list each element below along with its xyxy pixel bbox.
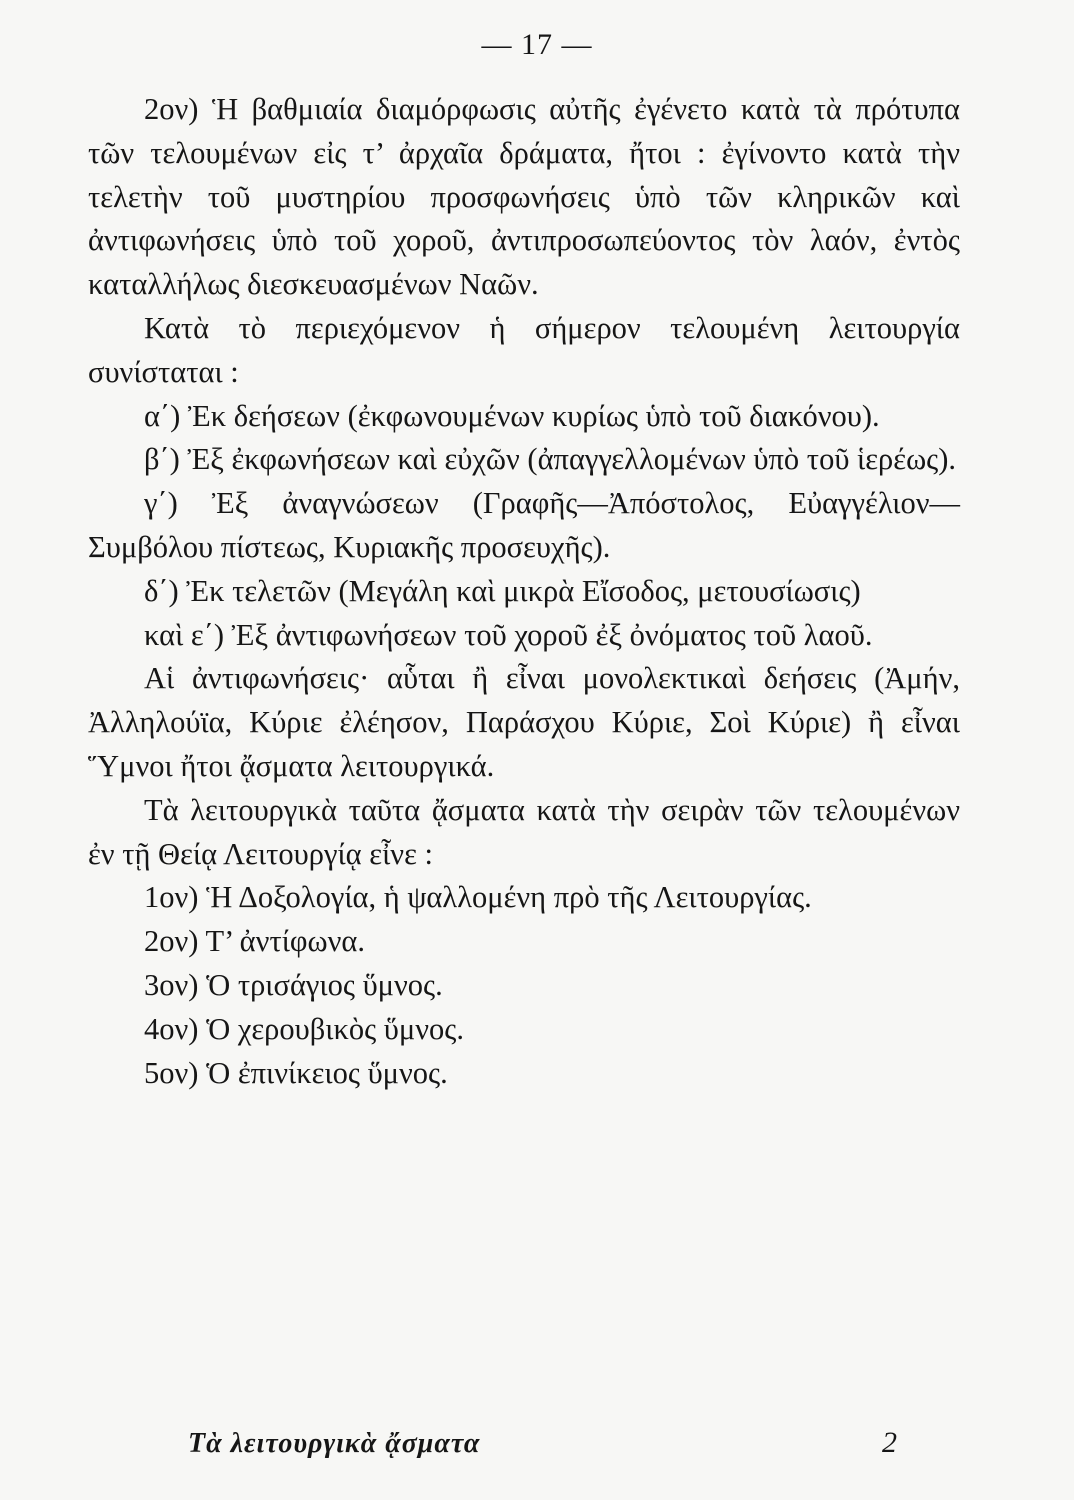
page-number: — 17 — [481,28,593,61]
list-item-exclamations: β΄) Ἐξ ἐκφωνήσεων καὶ εὐχῶν (ἀπαγγελλομένων ὑπὸ τοῦ ἱερέως). [144,442,957,477]
page-body [88,88,960,1095]
paragraph-antiphons: Αἱ ἀντιφωνήσεις· αὗται ἢ εἶναι μονολεκτικαὶ δεήσεις (Ἀμήν, Ἀλληλούϊα, Κύριε ἐλέησον, Παράσχου Κύριε, Σοὶ Κύριε) ἢ εἶναι Ὕμνοι ἤτοι ᾄσματα λειτουργικά. [88,661,960,783]
list-item-antiphona: 2ον) Τ’ ἀντίφωνα. [144,924,365,959]
list-item-readings: γ΄) Ἐξ ἀναγνώσεων (Γραφῆς—Ἀπόστολος, Εὐαγγέλιον—Συμβόλου πίστεως, Κυριακῆς προσευχῆς). [88,486,960,564]
list-item-doxology: 1ον) Ἡ Δοξολογία, ἡ ψαλλομένη πρὸ τῆς Λειτουργίας. [144,880,812,915]
footer-title-text: Τὰ λειτουργικὰ ᾄσματα [188,1428,481,1459]
paragraph-content-intro: Κατὰ τὸ περιεχόμενον ἡ σήμερον τελουμένη λειτουργία συνίσταται : [88,310,960,389]
list-item-trisagion: 3ον) Ὁ τρισάγιος ὕμνος. [144,967,443,1002]
list-item-antiphons: καὶ ε΄) Ἐξ ἀντιφωνήσεων τοῦ χοροῦ ἐξ ὀνόματος τοῦ λαοῦ. [144,617,873,652]
list-item-ceremonies: δ΄) Ἐκ τελετῶν (Μεγάλη καὶ μικρὰ Εἴσοδος, μετουσίωσις) [144,573,861,608]
printer-signature: 2 [882,1426,897,1459]
paragraph-formation: 2ον) Ἡ βαθμιαία διαμόρφωσις αὐτῆς ἐγένετο κατὰ τὰ πρότυπα τῶν τελουμένων εἰς τ’ ἀρχαῖα δράματα, ἤτοι : ἐγίνοντο κατὰ τὴν τελετὴν τοῦ μυστηρίου προσφωνήσεις ὑπὸ τῶν κληρικῶν καὶ ἀντιφωνήσεις ὑπὸ τοῦ χοροῦ, ἀντιπροσωπεύοντος τὸν λαόν, ἐντὸς καταλλήλως διεσκευασμένων Ναῶν. [88,92,960,302]
list-item-victory-hymn: 5ον) Ὁ ἐπινίκειος ὕμνος. [144,1055,448,1090]
footer-title [188,1428,908,1460]
paragraph-hymns-order: Τὰ λειτουργικὰ ταῦτα ᾄσματα κατὰ τὴν σειρὰν τῶν τελουμένων ἐν τῇ Θείᾳ Λειτουργίᾳ εἶνε : [88,792,960,871]
list-item-cherubic: 4ον) Ὁ χερουβικὸς ὕμνος. [144,1011,464,1046]
list-item-petitions: α΄) Ἐκ δεήσεων (ἐκφωνουμένων κυρίως ὑπὸ τοῦ διακόνου). [144,398,880,433]
